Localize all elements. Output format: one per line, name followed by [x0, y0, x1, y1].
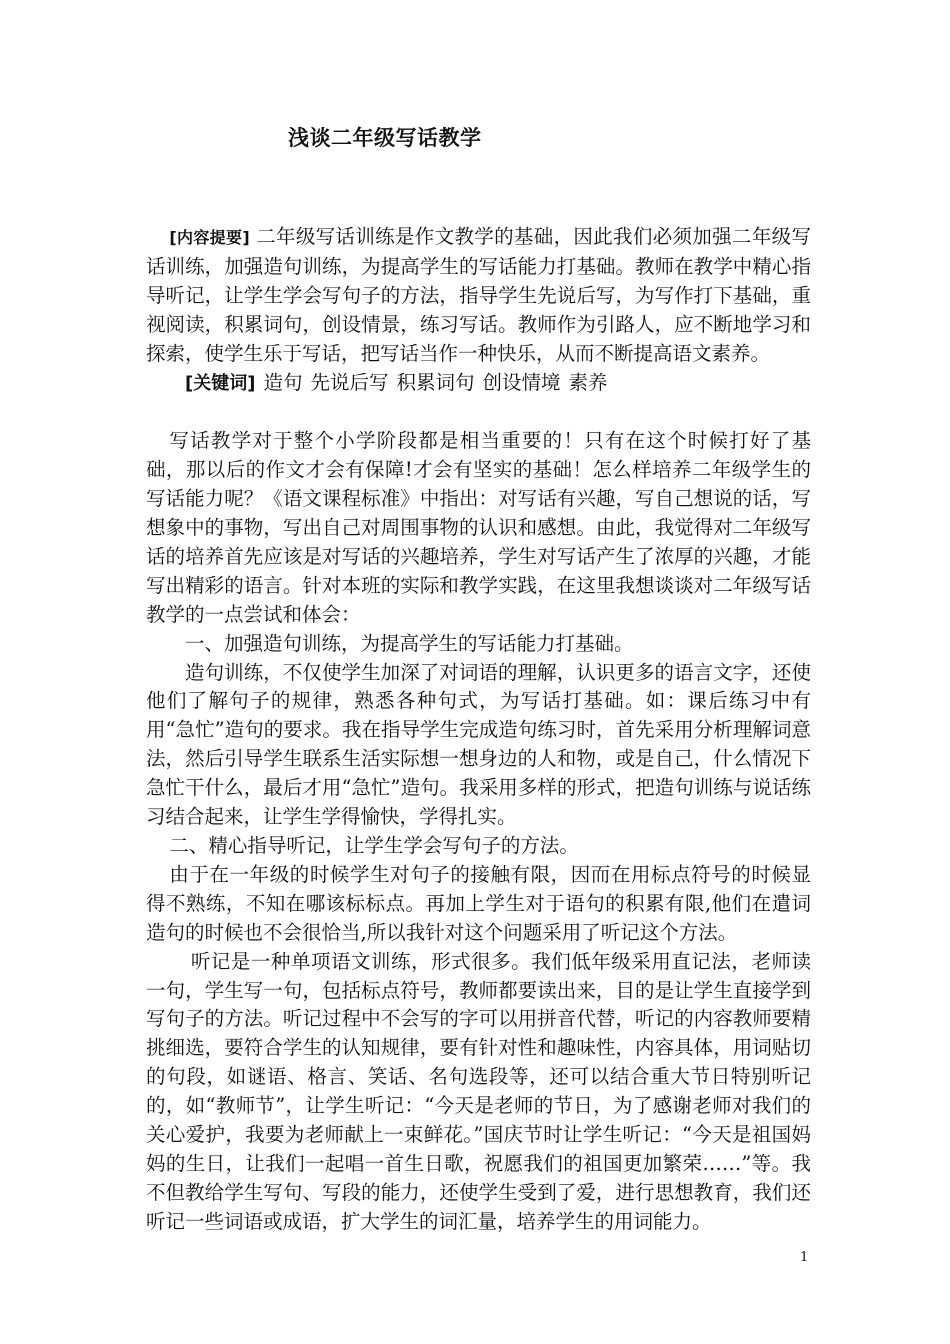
page-number: 1 — [800, 1250, 809, 1265]
abstract-paragraph — [146, 223, 811, 369]
keyword: 造句 — [263, 370, 303, 394]
body-paragraph: 写话教学对于整个小学阶段都是相当重要的！只有在这个时候打好了基础，那以后的作文才会有保障!才会有坚实的基础！怎么样培养二年级学生的写话能力呢？《语文课程标准》中指出：对写话有兴趣，写自己想说的话，写想象中的事物，写出自己对周围事物的认识和感想。由此，我觉得对二年级写话的培养首先应该是对写话的兴趣培养，学生对写话产生了浓厚的兴趣，才能写出精彩的语言。针对本班的实际和教学实践，在这里我想谈谈对二年级写话教学的一点尝试和体会： — [146, 429, 811, 626]
keywords-line — [146, 369, 811, 399]
keyword: 素养 — [568, 370, 608, 394]
keyword: 创设情境 — [482, 370, 561, 394]
keyword: 积累词句 — [396, 370, 475, 394]
section-heading: 一、加强造句训练，为提高学生的写话能力打基础。 — [185, 631, 634, 655]
section-heading: 二、精心指导听记，让学生学会写句子的方法。 — [169, 834, 579, 858]
body-paragraph: 造句训练，不仅使学生加深了对词语的理解，认识更多的语言文字，还使他们了解句子的规律，熟悉各种句式，为写话打基础。如：课后练习中有用“急忙”造句的要求。我在指导学生完成造句练习时，首先采用分析理解词意法，然后引导学生联系生活实际想一想身边的人和物，或是自己，什么情况下急忙干什么，最后才用“急忙”造句。我采用多样的形式，把造句训练与说话练习结合起来，让学生学得愉快，学得扎实。 — [146, 660, 811, 829]
abstract-text: 二年级写话训练是作文教学的基础，因此我们必须加强二年级写话训练，加强造句训练，为提高学生的写话能力打基础。教师在教学中精心指导听记，让学生学会写句子的方法，指导学生先说后写，为写作打下基础，重视阅读，积累词句，创设情景，练习写话。教师作为引路人，应不断地学习和探索，使学生乐于写话，把写话当作一种快乐，从而不断提高语文素养。 — [146, 225, 811, 365]
keywords-label: [关键词] — [185, 372, 256, 394]
document-title: 浅谈二年级写话教学 — [288, 126, 482, 150]
keyword: 先说后写 — [310, 370, 389, 394]
document-body — [146, 223, 811, 1237]
abstract-label: [内容提要] — [169, 228, 250, 247]
body-paragraph: 由于在一年级的时候学生对句子的接触有限，因而在用标点符号的时候显得不熟练，不知在哪该标标点。再加上学生对于语句的积累有限,他们在遣词造句的时候也不会很恰当,所以我针对这个问题采用了听记这个方法。 — [146, 862, 811, 944]
body-paragraph: 听记是一种单项语文训练，形式很多。我们低年级采用直记法，老师读一句，学生写一句，包括标点符号，教师都要读出来，目的是让学生直接学到写句子的方法。听记过程中不会写的字可以用拼音代替，听记的内容教师要精挑细选，要符合学生的认知规律，要有针对性和趣味性，内容具体，用词贴切的句段，如谜语、格言、笑话、名句选段等，还可以结合重大节日特别听记的，如“教师节”，让学生听记：“今天是老师的节日，为了感谢老师对我们的关心爱护，我要为老师献上一束鲜花。”国庆节时让学生听记：“今天是祖国妈妈的生日，让我们一起唱一首生日歌，祝愿我们的祖国更加繁荣……”等。我不但教给学生写句、写段的能力，还使学生受到了爱，进行思想教育，我们还听记一些词语或成语，扩大学生的词汇量，培养学生的用词能力。 — [146, 949, 811, 1233]
spacer — [146, 398, 811, 427]
